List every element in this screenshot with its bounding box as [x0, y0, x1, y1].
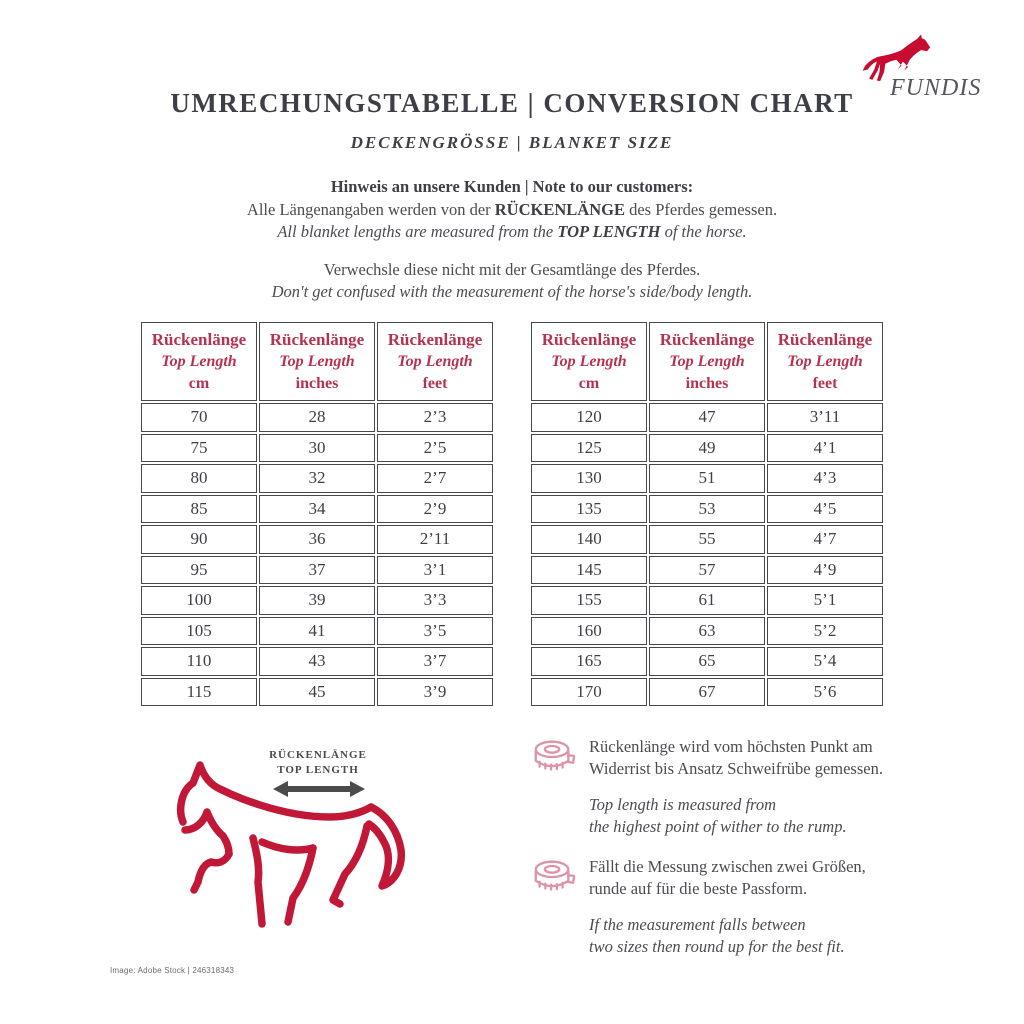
table-cell: 37 [259, 556, 375, 585]
table-row [141, 525, 493, 554]
table-cell: 110 [141, 647, 257, 676]
table-cell: 4’1 [767, 434, 883, 463]
table-cell: 4’9 [767, 556, 883, 585]
note-line2-de: Verwechsle diese nicht mit der Gesamtlänge des Pferdes. [323, 259, 701, 279]
note-en-line: the highest point of wither to the rump. [589, 816, 847, 836]
table-cell: 45 [259, 678, 375, 707]
table-row [141, 647, 493, 676]
table-cell: 30 [259, 434, 375, 463]
table-row [141, 586, 493, 615]
table-cell: 4’3 [767, 464, 883, 493]
table-header-row [141, 322, 493, 401]
table-row [531, 617, 883, 646]
table-header-row [531, 322, 883, 401]
table-cell: 2’11 [377, 525, 493, 554]
table-row [531, 403, 883, 432]
table-cell: 105 [141, 617, 257, 646]
table-header-cell: Rückenlänge Top Length cm [531, 322, 647, 401]
table-cell: 57 [649, 556, 765, 585]
table-cell: 130 [531, 464, 647, 493]
table-cell: 120 [531, 403, 647, 432]
table-cell: 67 [649, 678, 765, 707]
table-cell: 2’7 [377, 464, 493, 493]
table-cell: 43 [259, 647, 375, 676]
table-header-cell: Rückenlänge Top Length cm [141, 322, 257, 401]
table-row [141, 403, 493, 432]
note-de-line: runde auf für die beste Passform. [589, 878, 808, 898]
table-cell: 140 [531, 525, 647, 554]
table-header-cell: Rückenlänge Top Length feet [767, 322, 883, 401]
table-cell: 5’2 [767, 617, 883, 646]
table-cell: 4’5 [767, 495, 883, 524]
tape-measure-icon [530, 736, 576, 839]
table-cell: 41 [259, 617, 375, 646]
table-cell: 5’4 [767, 647, 883, 676]
table-row [531, 434, 883, 463]
measure-label-en: TOP LENGTH [277, 764, 359, 776]
note-en [589, 794, 883, 837]
table-cell: 36 [259, 525, 375, 554]
table-cell: 125 [531, 434, 647, 463]
table-cell: 3’7 [377, 647, 493, 676]
size-table-right [529, 320, 885, 708]
table-cell: 4’7 [767, 525, 883, 554]
table-cell: 51 [649, 464, 765, 493]
table-cell: 100 [141, 586, 257, 615]
table-cell: 47 [649, 403, 765, 432]
table-cell: 2’3 [377, 403, 493, 432]
table-cell: 5’6 [767, 678, 883, 707]
note-en [589, 914, 866, 957]
table-cell: 3’9 [377, 678, 493, 707]
table-cell: 80 [141, 464, 257, 493]
customer-note [0, 176, 1024, 304]
note-en-line: two sizes then round up for the best fit. [589, 936, 845, 956]
note-block-top-length [530, 736, 930, 839]
table-cell: 95 [141, 556, 257, 585]
note-de-line: Fällt die Messung zwischen zwei Größen, [589, 857, 866, 876]
table-cell: 55 [649, 525, 765, 554]
note-line2-en: Don't get confused with the measurement of the horse's side/body length. [271, 282, 753, 301]
page-subtitle: DECKENGRÖSSE | BLANKET SIZE [350, 133, 674, 152]
table-cell: 39 [259, 586, 375, 615]
table-row [531, 464, 883, 493]
brand-name: FUNDIS [890, 75, 982, 101]
table-row [141, 434, 493, 463]
table-cell: 155 [531, 586, 647, 615]
note-heading: Hinweis an unsere Kunden | Note to our customers: [330, 177, 694, 196]
note-en-line: Top length is measured from [589, 795, 777, 814]
table-cell: 90 [141, 525, 257, 554]
table-cell: 63 [649, 617, 765, 646]
conversion-tables [0, 320, 1024, 708]
table-row [531, 678, 883, 707]
table-cell: 34 [259, 495, 375, 524]
note-text [589, 856, 866, 959]
note-line-de: Alle Längenangaben werden von der RÜCKENLÄNGE des Pferdes gemessen. [246, 199, 778, 219]
table-header-cell: Rückenlänge Top Length inches [259, 322, 375, 401]
table-row [141, 556, 493, 585]
table-cell: 85 [141, 495, 257, 524]
table-cell: 3’5 [377, 617, 493, 646]
note-de-line: Rückenlänge wird vom höchsten Punkt am [589, 737, 873, 756]
table-row [141, 617, 493, 646]
table-row [141, 464, 493, 493]
table-row [531, 647, 883, 676]
table-cell: 160 [531, 617, 647, 646]
table-cell: 28 [259, 403, 375, 432]
tape-measure-icon [530, 856, 576, 959]
measure-label-de: RÜCKENLÄNGE [269, 749, 367, 761]
table-cell: 53 [649, 495, 765, 524]
table-cell: 2’9 [377, 495, 493, 524]
measure-notes [530, 736, 930, 959]
table-cell: 75 [141, 434, 257, 463]
table-cell: 32 [259, 464, 375, 493]
image-credit: Image: Adobe Stock | 246318343 [110, 966, 235, 975]
table-cell: 165 [531, 647, 647, 676]
table-row [141, 495, 493, 524]
table-row [531, 586, 883, 615]
table-cell: 145 [531, 556, 647, 585]
table-cell: 65 [649, 647, 765, 676]
table-cell: 5’1 [767, 586, 883, 615]
table-cell: 135 [531, 495, 647, 524]
note-line-en: All blanket lengths are measured from the TOP LENGTH of the horse. [277, 222, 747, 241]
measure-label [218, 748, 418, 778]
table-cell: 49 [649, 434, 765, 463]
table-cell: 61 [649, 586, 765, 615]
table-header-cell: Rückenlänge Top Length inches [649, 322, 765, 401]
note-de-line: Widerrist bis Ansatz Schweifrübe gemessen. [589, 758, 883, 778]
double-arrow-icon [273, 780, 365, 798]
table-header-cell: Rückenlänge Top Length feet [377, 322, 493, 401]
table-cell: 70 [141, 403, 257, 432]
note-en-line: If the measurement falls between [589, 915, 806, 934]
table-row [531, 556, 883, 585]
table-row [531, 495, 883, 524]
table-cell: 170 [531, 678, 647, 707]
note-text [589, 736, 883, 839]
table-cell: 3’1 [377, 556, 493, 585]
table-cell: 115 [141, 678, 257, 707]
table-cell: 3’3 [377, 586, 493, 615]
table-cell: 3’11 [767, 403, 883, 432]
size-table-left [139, 320, 495, 708]
table-row [531, 525, 883, 554]
table-cell: 2’5 [377, 434, 493, 463]
horse-measurement-figure [158, 740, 423, 955]
table-row [141, 678, 493, 707]
page-title: UMRECHUNGSTABELLE | CONVERSION CHART [170, 88, 854, 118]
note-block-round-up [530, 856, 930, 959]
